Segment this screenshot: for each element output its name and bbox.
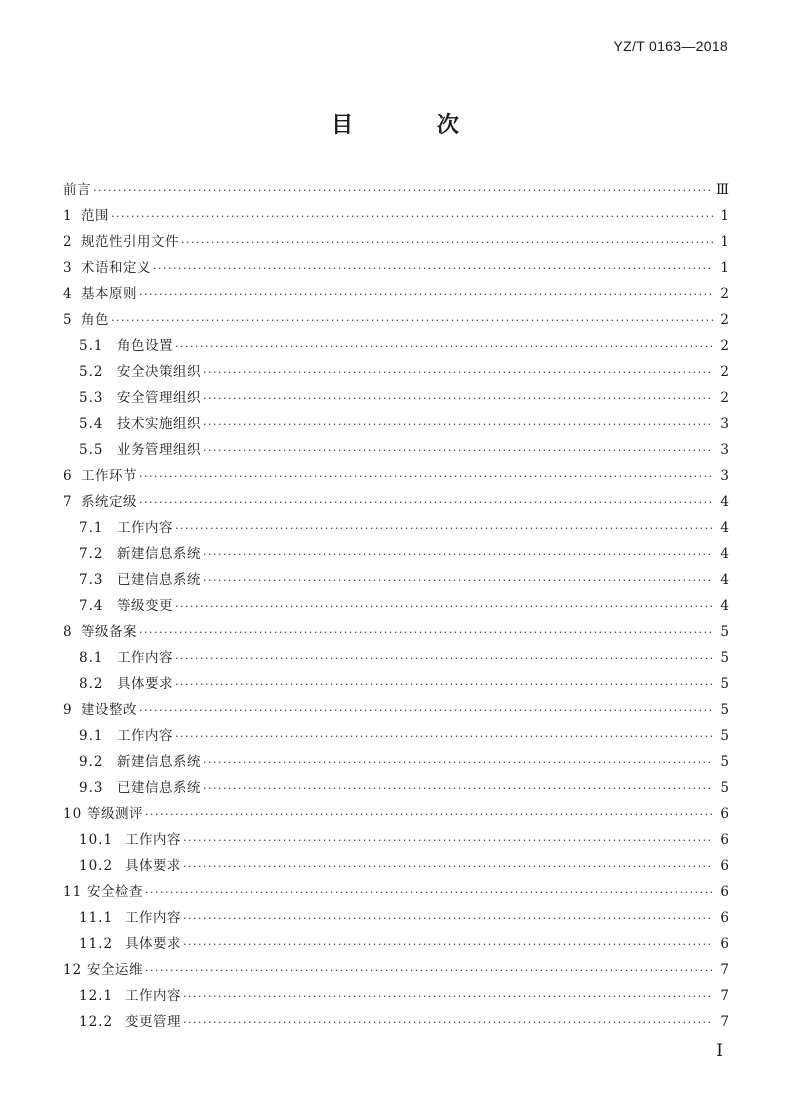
toc-entry-page: 4 xyxy=(720,520,729,536)
toc-entry[interactable] xyxy=(63,385,729,411)
toc-entry-number: 4 xyxy=(63,286,73,302)
toc-entry-number: 7.3 xyxy=(79,572,104,588)
dot-leader xyxy=(153,256,713,282)
toc-entry-page: 6 xyxy=(720,884,729,900)
toc-entry-title: 角色 xyxy=(81,312,109,328)
dot-leader xyxy=(175,646,713,672)
toc-entry-title: 已建信息系统 xyxy=(117,572,201,588)
toc-entry-title: 工作内容 xyxy=(117,520,173,536)
toc-entry-page: 6 xyxy=(720,936,729,952)
toc-entry[interactable] xyxy=(63,697,729,723)
dot-leader xyxy=(139,620,713,646)
toc-entry-page: 6 xyxy=(720,806,729,822)
standard-code: YZ/T 0163—2018 xyxy=(613,38,728,54)
dot-leader xyxy=(145,880,713,906)
toc-entry-title: 安全检查 xyxy=(87,884,143,900)
toc-entry-title: 工作内容 xyxy=(125,910,181,926)
toc-entry[interactable] xyxy=(63,1009,729,1035)
page-number: I xyxy=(716,1041,723,1061)
dot-leader xyxy=(175,594,713,620)
toc-entry[interactable] xyxy=(63,957,729,983)
toc-entry-page: 3 xyxy=(720,468,729,484)
toc-entry-page: 6 xyxy=(720,832,729,848)
toc-entry-title: 等级测评 xyxy=(87,806,143,822)
dot-leader xyxy=(175,724,713,750)
toc-entry-title: 前言 xyxy=(63,182,91,198)
toc-entry[interactable] xyxy=(63,931,729,957)
toc-entry[interactable] xyxy=(63,983,729,1009)
dot-leader xyxy=(93,178,712,204)
toc-entry-title: 安全运维 xyxy=(87,962,143,978)
toc-entry-number: 9 xyxy=(63,702,73,718)
dot-leader xyxy=(203,360,713,386)
dot-leader xyxy=(145,802,713,828)
toc-entry[interactable] xyxy=(63,489,729,515)
dot-leader xyxy=(183,854,713,880)
dot-leader xyxy=(139,698,713,724)
toc-entry-page: 1 xyxy=(720,234,729,250)
toc-entry-page: 7 xyxy=(720,962,729,978)
toc-entry[interactable] xyxy=(63,307,729,333)
toc-entry-title: 工作内容 xyxy=(125,988,181,1004)
toc-entry-title: 技术实施组织 xyxy=(117,416,201,432)
toc-entry-page: 2 xyxy=(720,312,729,328)
toc-entry-page: 6 xyxy=(720,910,729,926)
toc-entry-title: 工作内容 xyxy=(117,728,173,744)
toc-entry[interactable] xyxy=(63,411,729,437)
toc-entry[interactable] xyxy=(63,775,729,801)
toc-entry[interactable] xyxy=(63,281,729,307)
dot-leader xyxy=(203,542,713,568)
toc-entry-number: 5.5 xyxy=(79,442,104,458)
toc-entry-title: 工作内容 xyxy=(125,832,181,848)
toc-entry-number: 1 xyxy=(63,208,73,224)
toc-entry[interactable] xyxy=(63,177,729,203)
toc-entry[interactable] xyxy=(63,593,729,619)
toc-entry-page: 2 xyxy=(720,364,729,380)
toc-entry-number: 11 xyxy=(63,884,83,900)
toc-entry-page: 5 xyxy=(720,754,729,770)
toc-entry-page: 2 xyxy=(720,338,729,354)
toc-entry-number: 12.1 xyxy=(79,988,114,1004)
toc-entry-number: 7 xyxy=(63,494,73,510)
toc-entry[interactable] xyxy=(63,905,729,931)
toc-entry-number: 2 xyxy=(63,234,73,250)
toc-entry-title: 新建信息系统 xyxy=(117,754,201,770)
dot-leader xyxy=(175,334,713,360)
dot-leader xyxy=(175,672,713,698)
toc-entry-page: 3 xyxy=(720,416,729,432)
toc-entry-title: 新建信息系统 xyxy=(117,546,201,562)
toc-entry[interactable] xyxy=(63,541,729,567)
toc-entry-page: 2 xyxy=(720,286,729,302)
toc-entry-title: 业务管理组织 xyxy=(117,442,201,458)
toc-entry[interactable] xyxy=(63,723,729,749)
toc-entry[interactable] xyxy=(63,255,729,281)
dot-leader xyxy=(175,516,713,542)
toc-entry-number: 5.1 xyxy=(79,338,104,354)
dot-leader xyxy=(145,958,713,984)
toc-entry[interactable] xyxy=(63,801,729,827)
dot-leader xyxy=(183,984,713,1010)
dot-leader xyxy=(183,906,713,932)
dot-leader xyxy=(111,204,713,230)
toc-entry-number: 9.3 xyxy=(79,780,104,796)
toc-entry-number: 9.2 xyxy=(79,754,104,770)
toc-entry-page: 5 xyxy=(720,624,729,640)
toc-entry[interactable] xyxy=(63,463,729,489)
toc-entry-page: 1 xyxy=(720,208,729,224)
toc-entry-number: 12 xyxy=(63,962,83,978)
toc-entry-page: 4 xyxy=(720,494,729,510)
toc-entry-title: 基本原则 xyxy=(81,286,137,302)
dot-leader xyxy=(139,464,713,490)
toc-entry[interactable] xyxy=(63,437,729,463)
toc-entry-title: 建设整改 xyxy=(81,702,137,718)
toc-entry-number: 12.2 xyxy=(79,1014,114,1030)
dot-leader xyxy=(203,438,713,464)
toc-entry[interactable] xyxy=(63,619,729,645)
toc-entry-title: 工作内容 xyxy=(117,650,173,666)
toc-entry-title: 已建信息系统 xyxy=(117,780,201,796)
toc-entry-number: 11.2 xyxy=(79,936,114,952)
toc-entry-number: 11.1 xyxy=(79,910,114,926)
toc-entry-title: 等级备案 xyxy=(81,624,137,640)
dot-leader xyxy=(139,490,713,516)
toc-entry-number: 7.1 xyxy=(79,520,104,536)
toc-entry-number: 5.3 xyxy=(79,390,104,406)
toc-entry-number: 7.4 xyxy=(79,598,104,614)
toc-entry-number: 8 xyxy=(63,624,73,640)
toc-entry[interactable] xyxy=(63,203,729,229)
dot-leader xyxy=(203,412,713,438)
table-of-contents xyxy=(63,177,729,1035)
toc-entry-page: 4 xyxy=(720,598,729,614)
toc-entry[interactable] xyxy=(63,515,729,541)
toc-entry-number: 5 xyxy=(63,312,73,328)
toc-entry-page: 5 xyxy=(720,702,729,718)
dot-leader xyxy=(183,1010,713,1036)
toc-entry-page: 4 xyxy=(720,572,729,588)
toc-entry-page: 7 xyxy=(720,988,729,1004)
toc-entry-title: 安全决策组织 xyxy=(117,364,201,380)
toc-entry[interactable] xyxy=(63,645,729,671)
toc-entry-title: 等级变更 xyxy=(117,598,173,614)
toc-entry-title: 具体要求 xyxy=(125,858,181,874)
toc-entry[interactable] xyxy=(63,359,729,385)
toc-entry-page: 3 xyxy=(720,442,729,458)
toc-entry-number: 8.2 xyxy=(79,676,104,692)
toc-entry-page: Ⅲ xyxy=(715,182,729,198)
toc-entry-title: 术语和定义 xyxy=(81,260,151,276)
toc-entry[interactable] xyxy=(63,879,729,905)
toc-entry[interactable] xyxy=(63,671,729,697)
toc-entry[interactable] xyxy=(63,333,729,359)
dot-leader xyxy=(203,750,713,776)
dot-leader xyxy=(183,828,713,854)
dot-leader xyxy=(203,386,713,412)
toc-entry-title: 角色设置 xyxy=(117,338,173,354)
toc-entry-number: 10.1 xyxy=(79,832,114,848)
toc-entry-number: 3 xyxy=(63,260,73,276)
toc-entry-title: 具体要求 xyxy=(125,936,181,952)
toc-entry-page: 1 xyxy=(720,260,729,276)
toc-entry-number: 10.2 xyxy=(79,858,114,874)
toc-entry-page: 5 xyxy=(720,780,729,796)
dot-leader xyxy=(181,230,713,256)
dot-leader xyxy=(203,568,713,594)
toc-entry-page: 5 xyxy=(720,676,729,692)
toc-entry-page: 2 xyxy=(720,390,729,406)
toc-entry-title: 具体要求 xyxy=(117,676,173,692)
toc-entry-page: 5 xyxy=(720,728,729,744)
toc-entry-number: 6 xyxy=(63,468,73,484)
page-title: 目 次 xyxy=(331,113,497,138)
toc-entry-title: 安全管理组织 xyxy=(117,390,201,406)
toc-entry[interactable] xyxy=(63,567,729,593)
dot-leader xyxy=(183,932,713,958)
toc-entry-number: 5.4 xyxy=(79,416,104,432)
toc-entry-title: 变更管理 xyxy=(125,1014,181,1030)
toc-entry-page: 6 xyxy=(720,858,729,874)
toc-entry-title: 范围 xyxy=(81,208,109,224)
dot-leader xyxy=(111,308,713,334)
toc-entry-title: 规范性引用文件 xyxy=(81,234,179,250)
toc-entry[interactable] xyxy=(63,853,729,879)
toc-entry-page: 5 xyxy=(720,650,729,666)
toc-entry-number: 9.1 xyxy=(79,728,104,744)
toc-entry[interactable] xyxy=(63,749,729,775)
toc-entry-page: 7 xyxy=(720,1014,729,1030)
toc-entry-page: 4 xyxy=(720,546,729,562)
toc-entry-title: 系统定级 xyxy=(81,494,137,510)
dot-leader xyxy=(139,282,713,308)
toc-entry[interactable] xyxy=(63,827,729,853)
toc-entry-number: 7.2 xyxy=(79,546,104,562)
toc-entry-number: 8.1 xyxy=(79,650,104,666)
toc-entry-number: 10 xyxy=(63,806,83,822)
dot-leader xyxy=(203,776,713,802)
toc-entry[interactable] xyxy=(63,229,729,255)
toc-entry-number: 5.2 xyxy=(79,364,104,380)
toc-entry-title: 工作环节 xyxy=(81,468,137,484)
